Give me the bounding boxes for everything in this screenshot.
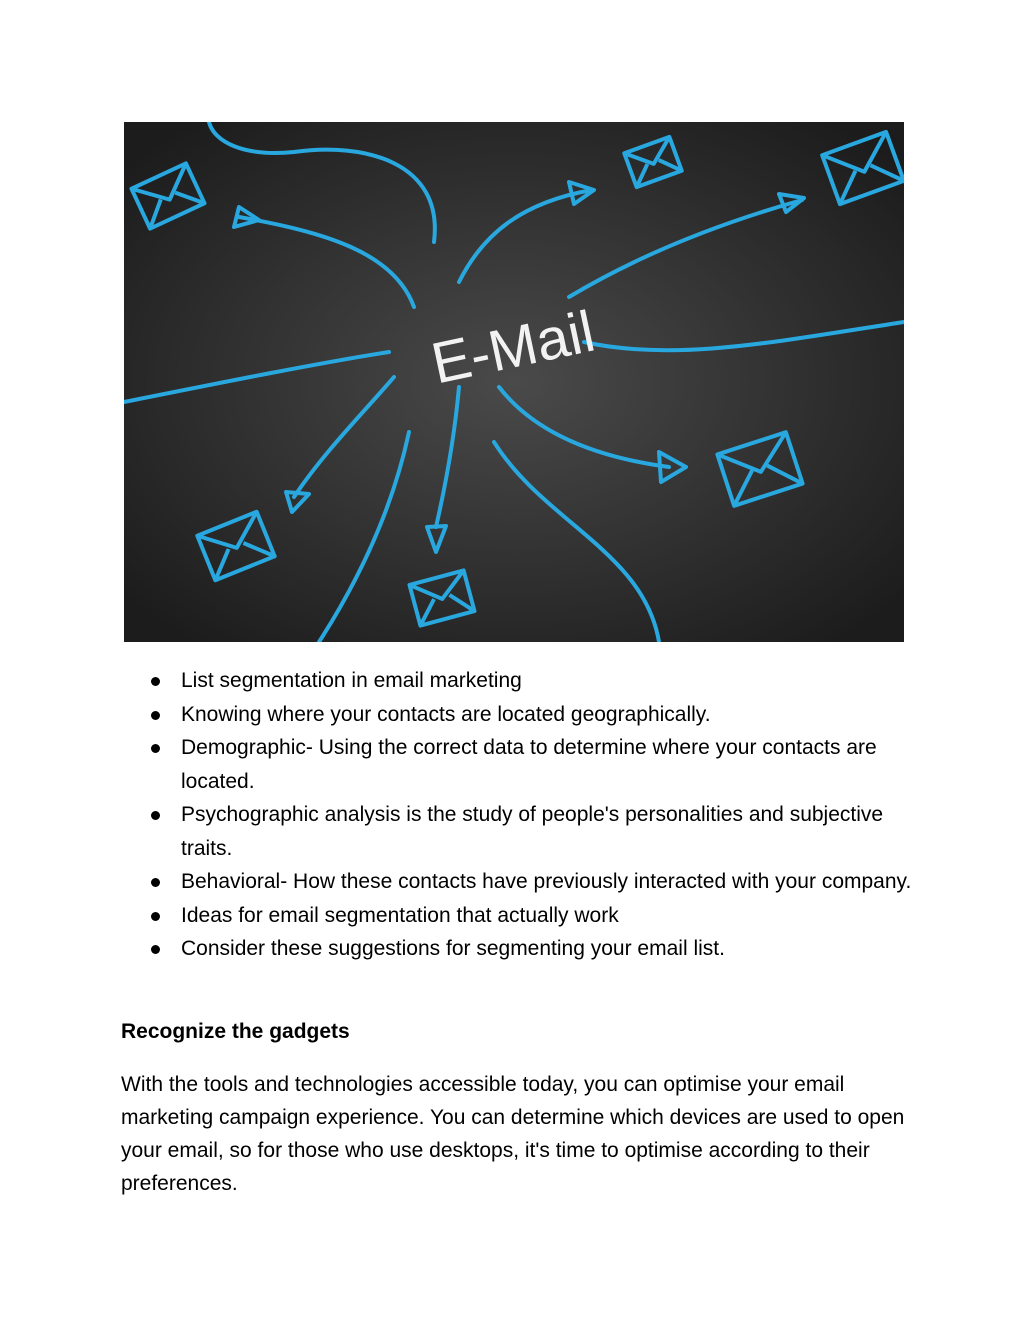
bullet-dot-icon: [151, 744, 160, 753]
bullet-dot-icon: [151, 677, 160, 686]
bullet-dot-icon: [151, 711, 160, 720]
section-paragraph: With the tools and technologies accessible today, you can optimise your email marketing campaign experience. You can determine which devices are used to open your email, so for those who use desktops, it's time to optimise according to their preferences.: [121, 1073, 905, 1195]
list-item: Behavioral- How these contacts have previously interacted with your company.: [135, 865, 925, 899]
bullet-dot-icon: [151, 945, 160, 954]
bullet-dot-icon: [151, 912, 160, 921]
bullet-dot-icon: [151, 878, 160, 887]
bullet-list: [135, 664, 925, 966]
email-chalk-text: E-Mail: [425, 298, 601, 397]
list-item: List segmentation in email marketing: [135, 664, 925, 698]
list-item: Ideas for email segmentation that actually work: [135, 899, 925, 933]
hero-image: [124, 122, 904, 642]
chalkboard-background: [124, 122, 904, 642]
email-chalkboard-illustration: [124, 122, 904, 642]
section-heading: Recognize the gadgets: [121, 1020, 350, 1043]
list-item: Demographic- Using the correct data to determine where your contacts are located.: [135, 731, 925, 798]
list-item: Consider these suggestions for segmenting your email list.: [135, 932, 925, 966]
list-item: Knowing where your contacts are located geographically.: [135, 698, 925, 732]
bullet-dot-icon: [151, 811, 160, 820]
list-item: Psychographic analysis is the study of people's personalities and subjective traits.: [135, 798, 925, 865]
